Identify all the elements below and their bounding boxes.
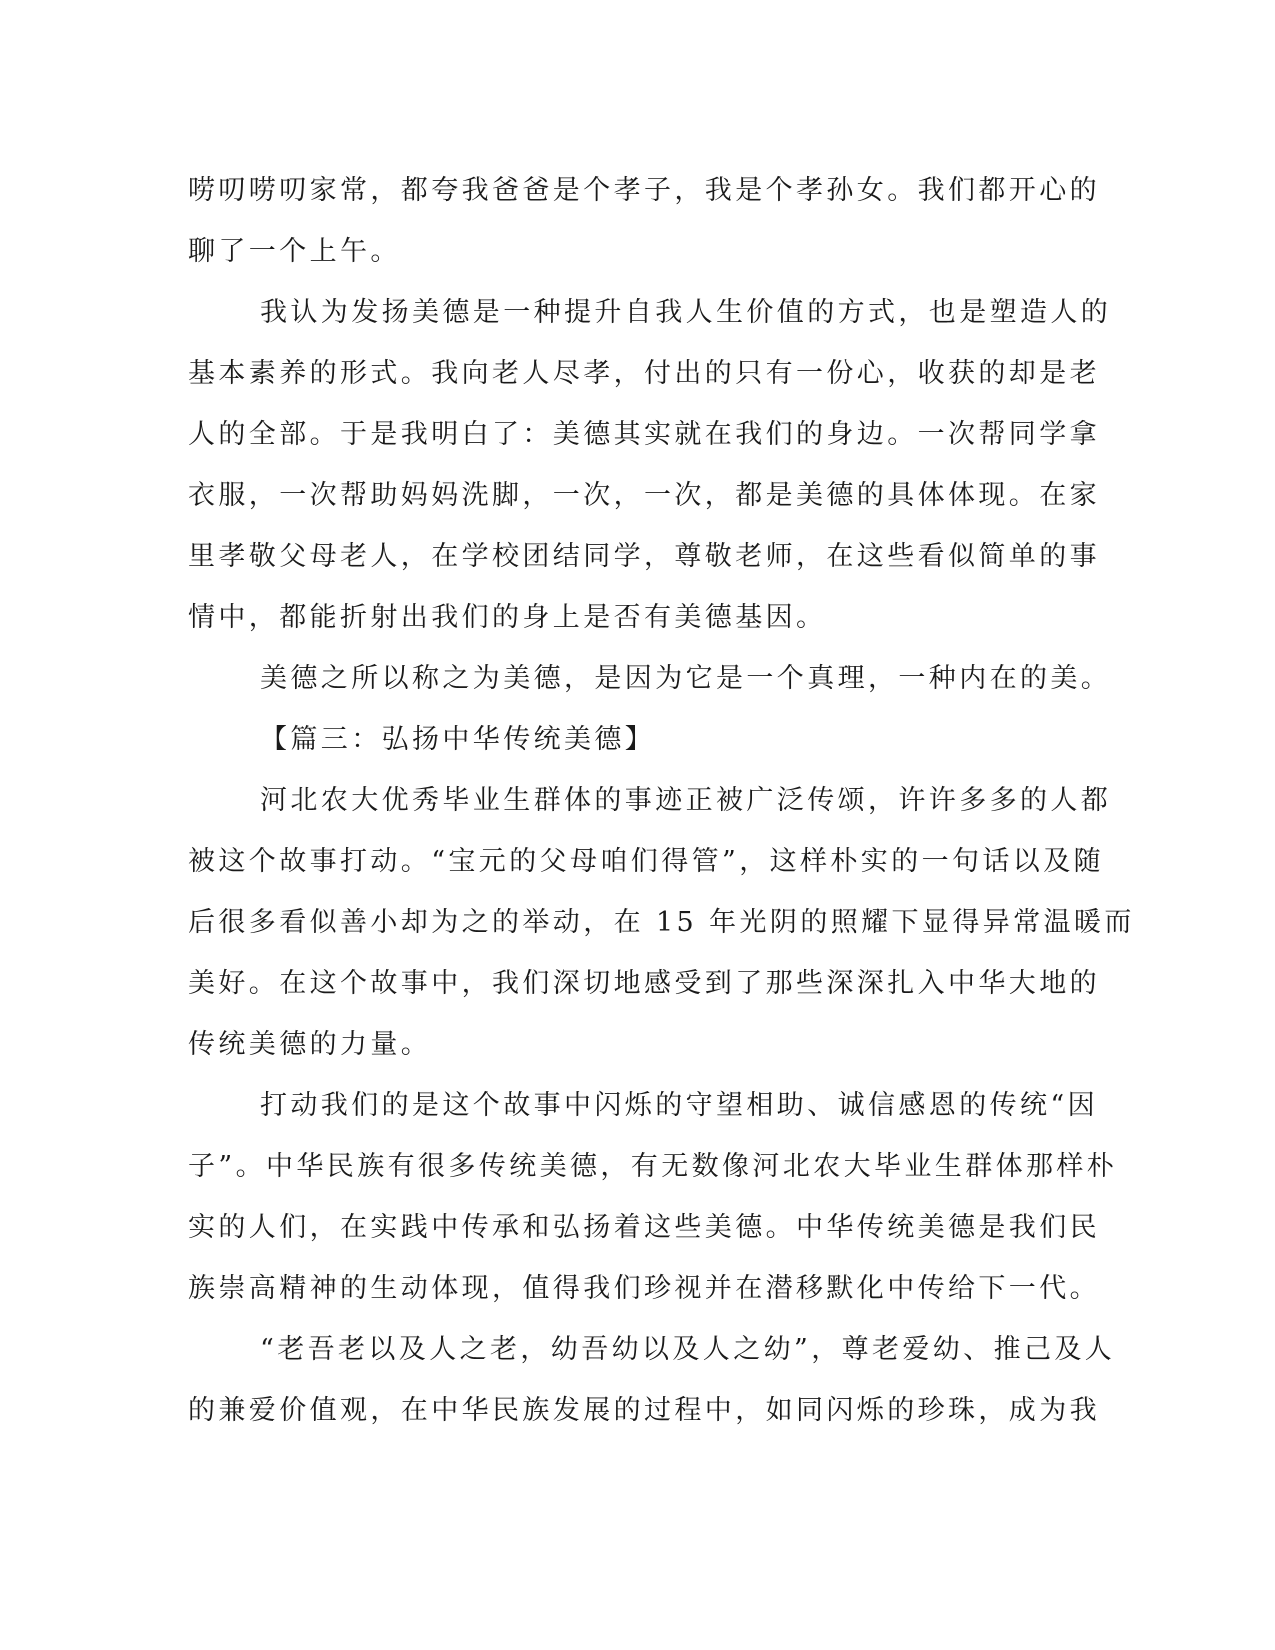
text-line: 后很多看似善小却为之的举动，在 15 年光阴的照耀下显得异常温暖而 [188,907,1135,938]
paragraph-7 [188,1319,1116,1441]
text-line: 里孝敬父母老人，在学校团结同学，尊敬老师，在这些看似简单的事 [188,541,1100,572]
body-text [188,160,1135,1441]
paragraph-1 [188,160,1100,282]
text-line: 基本素养的形式。我向老人尽孝，付出的只有一份心，收获的却是老 [188,358,1100,389]
section-heading [188,709,1068,770]
text-line: 聊了一个上午。 [188,236,401,267]
section-title: 【篇三：弘扬中华传统美德】 [260,724,656,755]
paragraph-2 [188,282,1112,648]
text-line: 的兼爱价值观，在中华民族发展的过程中，如同闪烁的珍珠，成为我 [188,1395,1100,1426]
text-line: 唠叨唠叨家常，都夸我爸爸是个孝子，我是个孝孙女。我们都开心的 [188,175,1100,206]
text-line: “老吾老以及人之老，幼吾幼以及人之幼”，尊老爱幼、推己及人 [260,1334,1116,1365]
text-line: 我认为发扬美德是一种提升自我人生价值的方式，也是塑造人的 [260,297,1112,328]
paragraph-3 [188,648,1112,709]
paragraph-6 [188,1075,1118,1319]
text-line: 族崇高精神的生动体现，值得我们珍视并在潜移默化中传给下一代。 [188,1273,1100,1304]
text-line: 美德之所以称之为美德，是因为它是一个真理，一种内在的美。 [260,663,1112,694]
text-line: 情中，都能折射出我们的身上是否有美德基因。 [188,602,827,633]
text-line: 打动我们的是这个故事中闪烁的守望相助、诚信感恩的传统“因 [260,1090,1099,1121]
text-line: 传统美德的力量。 [188,1029,432,1060]
text-line: 美好。在这个故事中，我们深切地感受到了那些深深扎入中华大地的 [188,968,1100,999]
text-line: 实的人们，在实践中传承和弘扬着这些美德。中华传统美德是我们民 [188,1212,1100,1243]
text-line: 被这个故事打动。“宝元的父母咱们得管”，这样朴实的一句话以及随 [188,846,1105,877]
text-line: 子”。中华民族有很多传统美德，有无数像河北农大毕业生群体那样朴 [188,1151,1118,1182]
text-line: 衣服，一次帮助妈妈洗脚，一次，一次，都是美德的具体体现。在家 [188,480,1100,511]
paragraph-5 [188,770,1135,1075]
text-line: 人的全部。于是我明白了：美德其实就在我们的身边。一次帮同学拿 [188,419,1100,450]
text-line: 河北农大优秀毕业生群体的事迹正被广泛传颂，许许多多的人都 [260,785,1112,816]
